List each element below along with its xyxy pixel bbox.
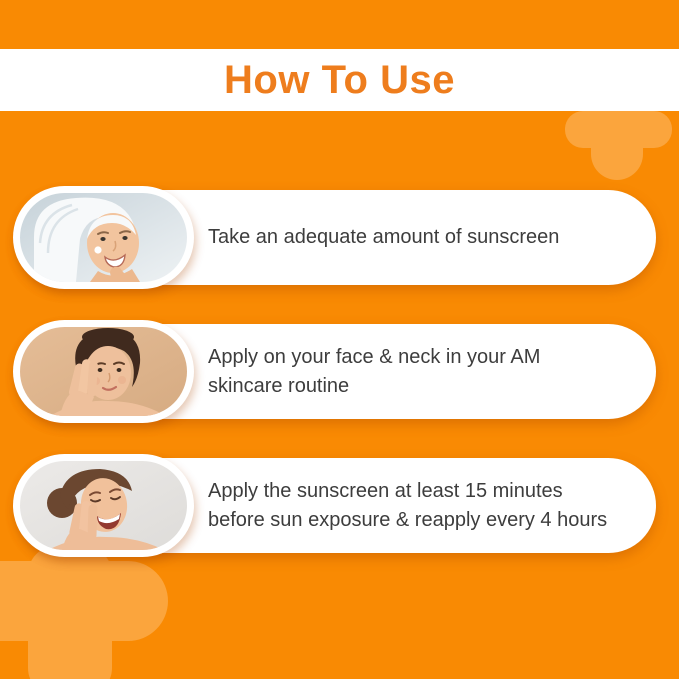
header-band [0, 49, 679, 111]
step-text-2 [208, 324, 638, 419]
step-photo-laughing-woman [20, 461, 187, 550]
step-3-label: Apply the sunscreen at least 15 minutes before sun exposure & reapply every 4 hours [208, 479, 608, 531]
step-photo-pill-1 [13, 186, 194, 289]
deco-blob-bottom-left-horizontal [0, 561, 168, 641]
step-photo-pill-3 [13, 454, 194, 557]
step-text-1 [208, 190, 638, 285]
step-photo-towel-woman [20, 193, 187, 282]
page-title: How To Use [224, 57, 455, 102]
step-card-1 [18, 190, 656, 285]
step-card-3 [18, 458, 656, 553]
deco-blob-top-right-drop [591, 128, 643, 180]
step-2-label: Apply on your face & neck in your AM skincare routine [208, 345, 541, 397]
step-photo-pill-2 [13, 320, 194, 423]
step-card-2 [18, 324, 656, 419]
step-1-label: Take an adequate amount of sunscreen [208, 226, 560, 248]
step-text-3 [208, 458, 638, 553]
step-photo-bun-woman [20, 327, 187, 416]
